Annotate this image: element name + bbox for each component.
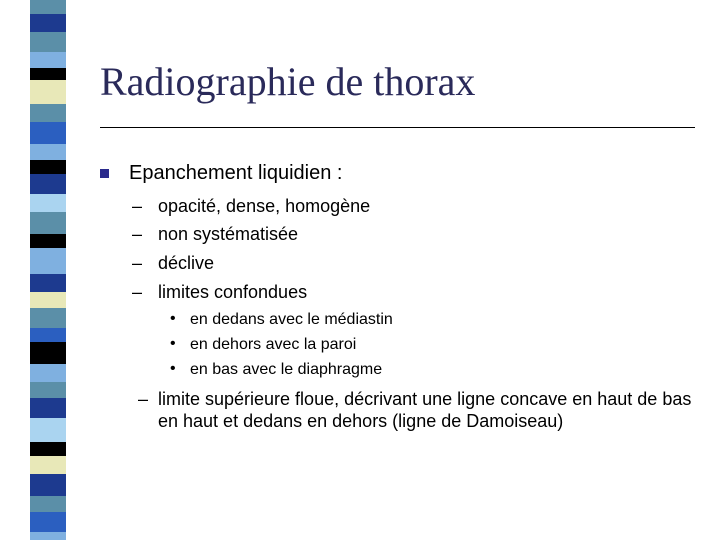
subitem-text: limites confondues xyxy=(158,282,308,302)
dash-bullet: – xyxy=(132,224,143,244)
stripe-segment xyxy=(30,382,66,398)
detail-text: en bas avec le diaphragme xyxy=(190,361,383,378)
stripe-segment xyxy=(30,274,66,292)
stripe-segment xyxy=(30,418,66,442)
subitem-limite-superieure xyxy=(132,388,692,432)
stripe-segment xyxy=(30,328,66,342)
dot-bullet: • xyxy=(170,310,176,327)
subitem-text: opacité, dense, homogène xyxy=(158,196,371,216)
stripe-segment xyxy=(30,212,66,234)
detail-text: en dehors avec la paroi xyxy=(190,336,357,353)
detail-text: en dedans avec le médiastin xyxy=(190,311,393,328)
stripe-segment xyxy=(30,308,66,328)
stripe-segment xyxy=(30,234,66,248)
stripe-segment xyxy=(30,80,66,104)
dot-bullet: • xyxy=(170,360,176,377)
stripe-segment xyxy=(30,512,66,532)
square-bullet-icon xyxy=(100,169,109,178)
decorative-stripe-bar xyxy=(30,0,66,540)
title-divider xyxy=(100,127,695,128)
dash-bullet: – xyxy=(132,253,143,273)
stripe-segment xyxy=(30,104,66,122)
stripe-segment xyxy=(30,442,66,456)
subitem-text: non systématisée xyxy=(158,224,299,244)
stripe-segment xyxy=(30,342,66,364)
stripe-segment xyxy=(30,0,66,14)
stripe-segment xyxy=(30,496,66,512)
stripe-segment xyxy=(30,68,66,80)
stripe-segment xyxy=(30,144,66,160)
stripe-segment xyxy=(30,32,66,52)
dash-bullet: – xyxy=(132,282,143,302)
subitem-text: limite supérieure floue, décrivant une ligne concave en haut de bas en haut et dedans en dehors (ligne de Damoiseau) xyxy=(158,389,692,431)
stripe-segment xyxy=(30,364,66,382)
dash-bullet: – xyxy=(138,389,149,409)
stripe-segment xyxy=(30,122,66,144)
subitem-text: déclive xyxy=(158,253,215,273)
stripe-segment xyxy=(30,532,66,540)
bullet-text: Epanchement liquidien : xyxy=(129,162,343,184)
slide-title: Radiographie de thorax xyxy=(100,59,476,104)
stripe-segment xyxy=(30,248,66,274)
stripe-segment xyxy=(30,160,66,174)
dash-bullet: – xyxy=(132,196,143,216)
stripe-segment xyxy=(30,52,66,68)
dot-bullet: • xyxy=(170,335,176,352)
stripe-segment xyxy=(30,292,66,308)
stripe-segment xyxy=(30,474,66,496)
stripe-segment xyxy=(30,456,66,474)
stripe-segment xyxy=(30,14,66,32)
stripe-segment xyxy=(30,174,66,194)
stripe-segment xyxy=(30,398,66,418)
stripe-segment xyxy=(30,194,66,212)
